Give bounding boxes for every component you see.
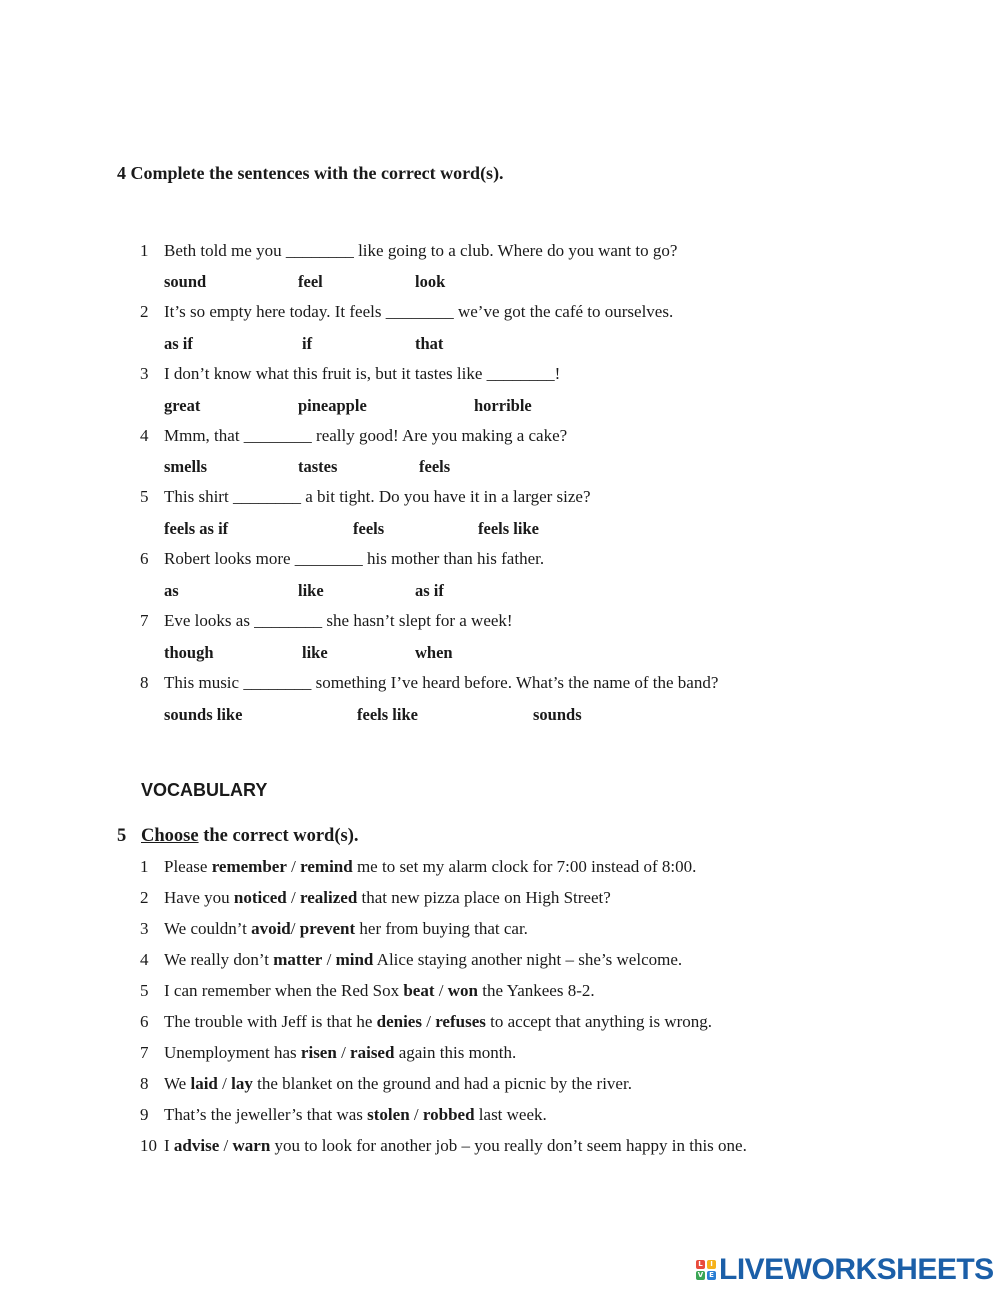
option[interactable]: feels like: [478, 519, 539, 538]
sentence-end: her from buying that car.: [355, 919, 528, 938]
item-number: 3: [140, 919, 149, 938]
logo-tile: V: [697, 1271, 704, 1279]
logo-text: LIVEWORKSHEETS: [719, 1253, 994, 1286]
choice-b[interactable]: refuses: [435, 1012, 486, 1031]
logo-tile: E: [707, 1271, 716, 1280]
logo-tiles-icon: [696, 1260, 716, 1280]
question-sentence: Eve looks as ________ she hasn’t slept for a week!: [164, 611, 513, 630]
option[interactable]: feels as if: [164, 519, 229, 538]
item-number: 10: [140, 1136, 157, 1155]
item-sentence: [164, 1012, 712, 1032]
choice-a[interactable]: risen: [300, 1043, 337, 1062]
sentence-start: That’s the jeweller’s that was: [164, 1105, 368, 1124]
option[interactable]: pineapple: [298, 396, 367, 415]
choice-separator: /: [219, 1136, 233, 1155]
sentence-start: We really don’t: [164, 950, 274, 969]
item-sentence: [164, 1105, 547, 1125]
option[interactable]: if: [302, 334, 313, 353]
option[interactable]: feel: [298, 272, 323, 291]
choice-a[interactable]: beat: [403, 981, 435, 1000]
choice-separator: /: [421, 1012, 436, 1031]
sentence-start: We couldn’t: [164, 919, 252, 938]
choice-b[interactable]: warn: [232, 1136, 271, 1155]
option[interactable]: feels: [353, 519, 385, 538]
option[interactable]: sounds like: [164, 705, 243, 724]
sentence-end: Alice staying another night – she’s welcome.: [373, 950, 683, 969]
option[interactable]: look: [415, 272, 446, 291]
item-number: 7: [140, 1043, 149, 1062]
choice-a[interactable]: stolen: [367, 1105, 410, 1124]
vocabulary-heading: VOCABULARY: [141, 780, 268, 800]
sentence-end: the Yankees 8-2.: [477, 981, 595, 1000]
question-number: 1: [140, 241, 149, 260]
item-sentence: [164, 1074, 632, 1094]
item-number: 8: [140, 1074, 149, 1093]
question-sentence: I don’t know what this fruit is, but it tastes like ________!: [164, 364, 561, 383]
sentence-start: Please: [164, 857, 212, 876]
question-sentence: This shirt ________ a bit tight. Do you have it in a larger size?: [164, 487, 591, 506]
option[interactable]: great: [164, 396, 201, 415]
choice-separator: /: [322, 950, 336, 969]
question-number: 4: [140, 426, 149, 445]
option[interactable]: sound: [164, 272, 207, 291]
exercise-5-title: [141, 826, 359, 847]
sentence-end: you to look for another job – you really don’t seem happy in this one.: [270, 1136, 747, 1155]
item-sentence: [164, 950, 682, 970]
choice-a[interactable]: noticed: [233, 888, 287, 907]
question-sentence: Mmm, that ________ really good! Are you making a cake?: [164, 426, 568, 445]
option[interactable]: smells: [164, 457, 208, 476]
item-number: 2: [140, 888, 149, 907]
choice-b[interactable]: won: [447, 981, 478, 1000]
question-number: 6: [140, 549, 149, 568]
option[interactable]: horrible: [474, 396, 532, 415]
choice-b[interactable]: raised: [350, 1043, 395, 1062]
sentence-end: again this month.: [394, 1043, 517, 1062]
question-sentence: It’s so empty here today. It feels ________ we’ve got the café to ourselves.: [164, 302, 674, 321]
option[interactable]: sounds: [533, 705, 582, 724]
question-sentence: Beth told me you ________ like going to a club. Where do you want to go?: [164, 241, 678, 260]
item-number: 4: [140, 950, 149, 969]
choice-separator: /: [409, 1105, 423, 1124]
option[interactable]: tastes: [298, 457, 338, 476]
choice-b[interactable]: mind: [335, 950, 374, 969]
sentence-start: We: [164, 1074, 191, 1093]
question-number: 3: [140, 364, 149, 383]
item-sentence: [164, 919, 528, 939]
item-number: 5: [140, 981, 149, 1000]
question-number: 8: [140, 673, 149, 692]
option[interactable]: as if: [164, 334, 193, 353]
sentence-end: to accept that anything is wrong.: [485, 1012, 713, 1031]
choice-b[interactable]: remind: [300, 857, 353, 876]
item-number: 9: [140, 1105, 149, 1124]
title-rest: the correct word(s).: [198, 826, 359, 846]
item-sentence: [164, 981, 595, 1001]
question-number: 2: [140, 302, 149, 321]
choice-b[interactable]: lay: [231, 1074, 253, 1093]
option[interactable]: though: [164, 643, 214, 662]
choice-separator: /: [290, 919, 300, 938]
option[interactable]: like: [298, 581, 324, 600]
sentence-start: I can remember when the Red Sox: [164, 981, 404, 1000]
option[interactable]: like: [302, 643, 328, 662]
option[interactable]: feels: [419, 457, 451, 476]
question-number: 7: [140, 611, 149, 630]
sentence-start: Have you: [164, 888, 234, 907]
option[interactable]: feels like: [357, 705, 418, 724]
question-sentence: Robert looks more ________ his mother than his father.: [164, 549, 545, 568]
item-sentence: [164, 1043, 516, 1063]
item-number: 6: [140, 1012, 149, 1031]
choice-a[interactable]: avoid: [251, 919, 291, 938]
option[interactable]: when: [415, 643, 453, 662]
sentence-end: the blanket on the ground and had a picnic by the river.: [252, 1074, 632, 1093]
item-sentence: [164, 857, 696, 877]
item-sentence: [164, 888, 611, 908]
option[interactable]: that: [415, 334, 444, 353]
choice-a[interactable]: remember: [211, 857, 287, 876]
question-sentence: This music ________ something I’ve heard before. What’s the name of the band?: [164, 673, 719, 692]
choice-b[interactable]: robbed: [422, 1105, 475, 1124]
choice-separator: /: [336, 1043, 351, 1062]
logo-tile: L: [696, 1260, 705, 1269]
liveworksheets-logo: [696, 1252, 994, 1288]
exercise-5-number: 5: [117, 826, 127, 846]
sentence-end: last week.: [474, 1105, 547, 1124]
sentence-start: I: [164, 1136, 174, 1155]
option[interactable]: as if: [415, 581, 444, 600]
question-number: 5: [140, 487, 149, 506]
choice-a[interactable]: advise: [173, 1136, 220, 1155]
choice-separator: /: [286, 888, 300, 907]
option[interactable]: as: [164, 581, 179, 600]
sentence-start: Unemployment has: [164, 1043, 301, 1062]
sentence-start: The trouble with Jeff is that he: [164, 1012, 377, 1031]
choice-b[interactable]: realized: [300, 888, 358, 907]
choice-a[interactable]: denies: [376, 1012, 422, 1031]
sentence-end: me to set my alarm clock for 7:00 instead of 8:00.: [352, 857, 697, 876]
choice-b[interactable]: prevent: [299, 919, 356, 938]
item-sentence: [164, 1136, 747, 1156]
sentence-end: that new pizza place on High Street?: [357, 888, 611, 907]
choice-a[interactable]: laid: [190, 1074, 218, 1093]
choice-separator: /: [434, 981, 448, 1000]
exercise-4-title: 4 Complete the sentences with the correct word(s).: [117, 163, 504, 183]
choice-separator: /: [217, 1074, 232, 1093]
item-number: 1: [140, 857, 149, 876]
title-underlined: Choose: [141, 826, 199, 846]
logo-tile: I: [707, 1260, 716, 1269]
choice-separator: /: [286, 857, 301, 876]
choice-a[interactable]: matter: [273, 950, 323, 969]
